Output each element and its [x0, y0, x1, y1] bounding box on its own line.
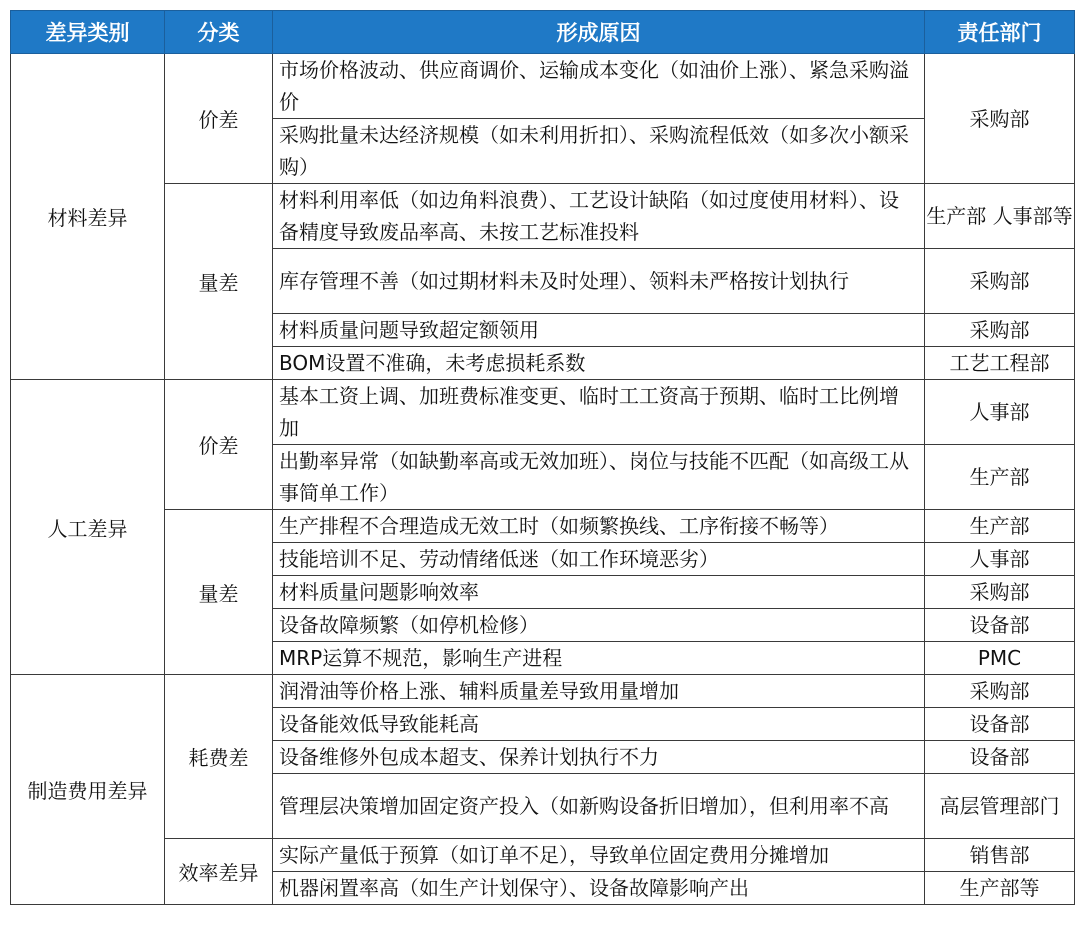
- table-row: [11, 184, 1075, 249]
- reason-cell: 材料质量问题导致超定额领用: [273, 314, 925, 347]
- table-row: [11, 510, 1075, 543]
- category-cell: 人工差异: [11, 380, 165, 675]
- subtype-cell: 量差: [165, 510, 273, 675]
- variance-table-container: [10, 10, 1075, 905]
- reason-cell: 实际产量低于预算（如订单不足），导致单位固定费用分摊增加: [273, 839, 925, 872]
- variance-analysis-table: [10, 10, 1075, 905]
- category-cell: 制造费用差异: [11, 675, 165, 905]
- department-cell: 人事部: [925, 380, 1075, 445]
- department-cell: 采购部: [925, 576, 1075, 609]
- table-row: [11, 675, 1075, 708]
- department-cell: 采购部: [925, 249, 1075, 314]
- department-cell: PMC: [925, 642, 1075, 675]
- header-reason: 形成原因: [273, 11, 925, 54]
- subtype-cell: 价差: [165, 380, 273, 510]
- reason-cell: 设备维修外包成本超支、保养计划执行不力: [273, 741, 925, 774]
- department-cell: 设备部: [925, 741, 1075, 774]
- reason-cell: 管理层决策增加固定资产投入（如新购设备折旧增加），但利用率不高: [273, 774, 925, 839]
- table-row: [11, 380, 1075, 445]
- reason-cell: 材料质量问题影响效率: [273, 576, 925, 609]
- department-cell: 人事部: [925, 543, 1075, 576]
- department-cell: 生产部等: [925, 872, 1075, 905]
- category-cell: 材料差异: [11, 54, 165, 380]
- reason-cell: 技能培训不足、劳动情绪低迷（如工作环境恶劣）: [273, 543, 925, 576]
- reason-cell: 库存管理不善（如过期材料未及时处理）、领料未严格按计划执行: [273, 249, 925, 314]
- reason-cell: 采购批量未达经济规模（如未利用折扣）、采购流程低效（如多次小额采购）: [273, 119, 925, 184]
- reason-cell: 出勤率异常（如缺勤率高或无效加班）、岗位与技能不匹配（如高级工从事简单工作）: [273, 445, 925, 510]
- table-header-row: [11, 11, 1075, 54]
- department-cell: 采购部: [925, 54, 1075, 184]
- subtype-cell: 耗费差: [165, 675, 273, 839]
- reason-cell: 设备故障频繁（如停机检修）: [273, 609, 925, 642]
- department-cell: 生产部: [925, 445, 1075, 510]
- department-cell: 设备部: [925, 609, 1075, 642]
- department-cell: 生产部: [925, 510, 1075, 543]
- subtype-cell: 效率差异: [165, 839, 273, 905]
- reason-cell: 生产排程不合理造成无效工时（如频繁换线、工序衔接不畅等）: [273, 510, 925, 543]
- department-cell: 工艺工程部: [925, 347, 1075, 380]
- reason-cell: 机器闲置率高（如生产计划保守）、设备故障影响产出: [273, 872, 925, 905]
- department-cell: 生产部 人事部等: [925, 184, 1075, 249]
- table-row: [11, 839, 1075, 872]
- reason-cell: 材料利用率低（如边角料浪费）、工艺设计缺陷（如过度使用材料）、设备精度导致废品率高、未按工艺标准投料: [273, 184, 925, 249]
- reason-cell: 设备能效低导致能耗高: [273, 708, 925, 741]
- header-subtype: 分类: [165, 11, 273, 54]
- department-cell: 销售部: [925, 839, 1075, 872]
- subtype-cell: 价差: [165, 54, 273, 184]
- reason-cell: 市场价格波动、供应商调价、运输成本变化（如油价上涨）、紧急采购溢价: [273, 54, 925, 119]
- reason-cell: 润滑油等价格上涨、辅料质量差导致用量增加: [273, 675, 925, 708]
- reason-cell: MRP运算不规范，影响生产进程: [273, 642, 925, 675]
- department-cell: 高层管理部门: [925, 774, 1075, 839]
- reason-cell: 基本工资上调、加班费标准变更、临时工工资高于预期、临时工比例增加: [273, 380, 925, 445]
- department-cell: 采购部: [925, 314, 1075, 347]
- header-department: 责任部门: [925, 11, 1075, 54]
- department-cell: 设备部: [925, 708, 1075, 741]
- department-cell: 采购部: [925, 675, 1075, 708]
- subtype-cell: 量差: [165, 184, 273, 380]
- table-row: [11, 54, 1075, 119]
- header-category: 差异类别: [11, 11, 165, 54]
- reason-cell: BOM设置不准确，未考虑损耗系数: [273, 347, 925, 380]
